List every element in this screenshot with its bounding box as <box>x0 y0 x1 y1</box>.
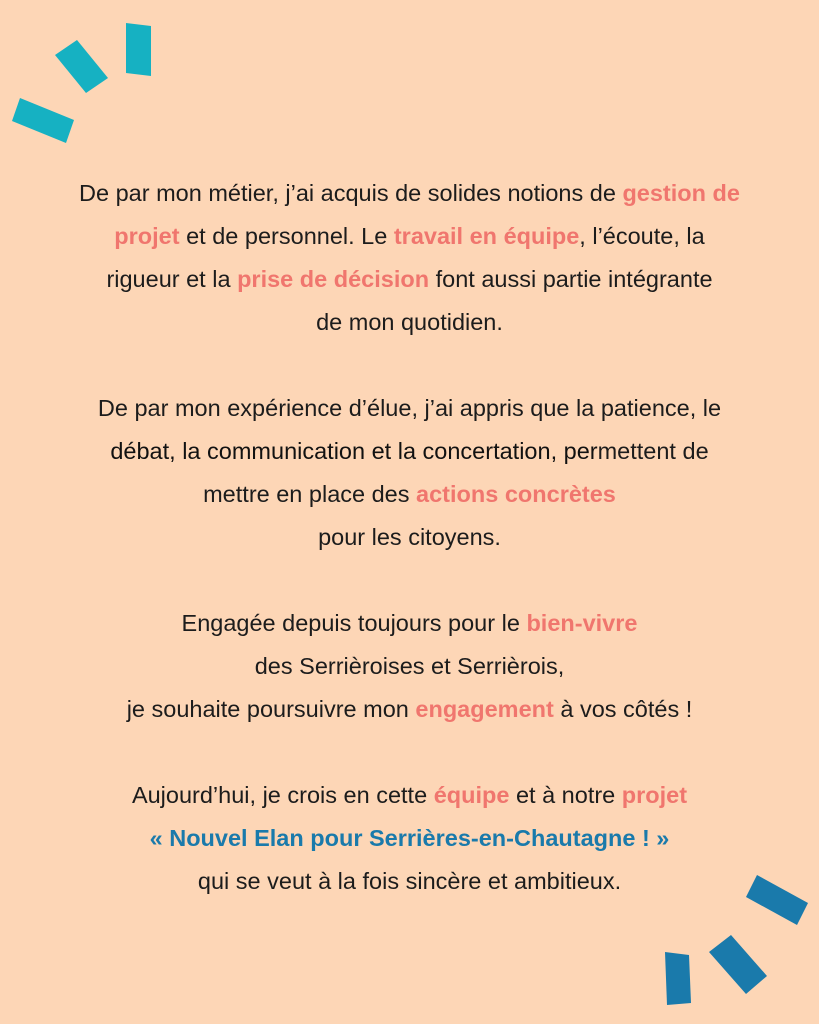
paragraph-3 <box>20 602 799 731</box>
highlighted-phrase: projet <box>621 782 688 808</box>
text-line <box>20 688 799 731</box>
highlighted-phrase: travail en équipe <box>393 223 580 249</box>
highlighted-phrase: actions concrètes <box>416 481 616 507</box>
text-segment: Aujourd’hui, je crois en cette <box>131 782 434 808</box>
highlighted-phrase: gestion de <box>622 180 740 206</box>
paragraph-4 <box>20 774 799 903</box>
text-line <box>20 473 799 516</box>
text-line <box>20 516 799 559</box>
statement-text <box>20 172 799 946</box>
text-line <box>20 774 799 817</box>
text-segment: font aussi partie intégrante <box>429 266 713 292</box>
text-line <box>20 645 799 688</box>
dash-top-left-2 <box>55 40 108 93</box>
text-line <box>20 602 799 645</box>
text-line <box>20 387 799 430</box>
text-segment: mettre en place des <box>203 481 417 507</box>
text-line <box>20 860 799 903</box>
project-title: « Nouvel Elan pour Serrières-en-Chautagne ! » <box>149 825 670 851</box>
text-segment: et à notre <box>509 782 622 808</box>
text-segment: à vos côtés ! <box>553 696 693 722</box>
text-line <box>20 430 799 473</box>
dash-bottom-right-3 <box>665 952 691 1005</box>
text-segment: de mon quotidien. <box>316 309 503 335</box>
text-line <box>20 258 799 301</box>
highlighted-phrase: bien-vivre <box>526 610 638 636</box>
text-segment: De par mon expérience d’élue, j’ai appris que la patience, le <box>97 395 722 421</box>
text-segment: mettent de <box>597 438 709 464</box>
text-segment: je souhaite poursuivre mon <box>126 696 416 722</box>
emphasized-phrase: débat, la communication et la concertation, per <box>110 438 598 464</box>
text-segment: et de personnel. Le <box>179 223 394 249</box>
highlighted-phrase: engagement <box>415 696 554 722</box>
dash-top-left-1 <box>126 23 151 76</box>
text-segment: qui se veut à la fois sincère et ambitieux. <box>197 868 622 894</box>
highlighted-phrase: équipe <box>433 782 510 808</box>
highlighted-phrase: prise de décision <box>237 266 430 292</box>
paragraph-2 <box>20 387 799 559</box>
text-line <box>20 215 799 258</box>
text-segment: des Serrièroises et Serrièrois, <box>254 653 565 679</box>
text-line <box>20 301 799 344</box>
text-segment: , l’écoute, la <box>579 223 705 249</box>
text-segment: pour les citoyens. <box>318 524 501 550</box>
text-line <box>20 172 799 215</box>
dash-top-left-3 <box>12 98 74 143</box>
paragraph-1 <box>20 172 799 344</box>
text-segment: Engagée depuis toujours pour le <box>181 610 527 636</box>
text-line <box>20 817 799 860</box>
highlighted-phrase: projet <box>114 223 180 249</box>
text-segment: De par mon métier, j’ai acquis de solides notions de <box>79 180 623 206</box>
text-segment: rigueur et la <box>106 266 238 292</box>
